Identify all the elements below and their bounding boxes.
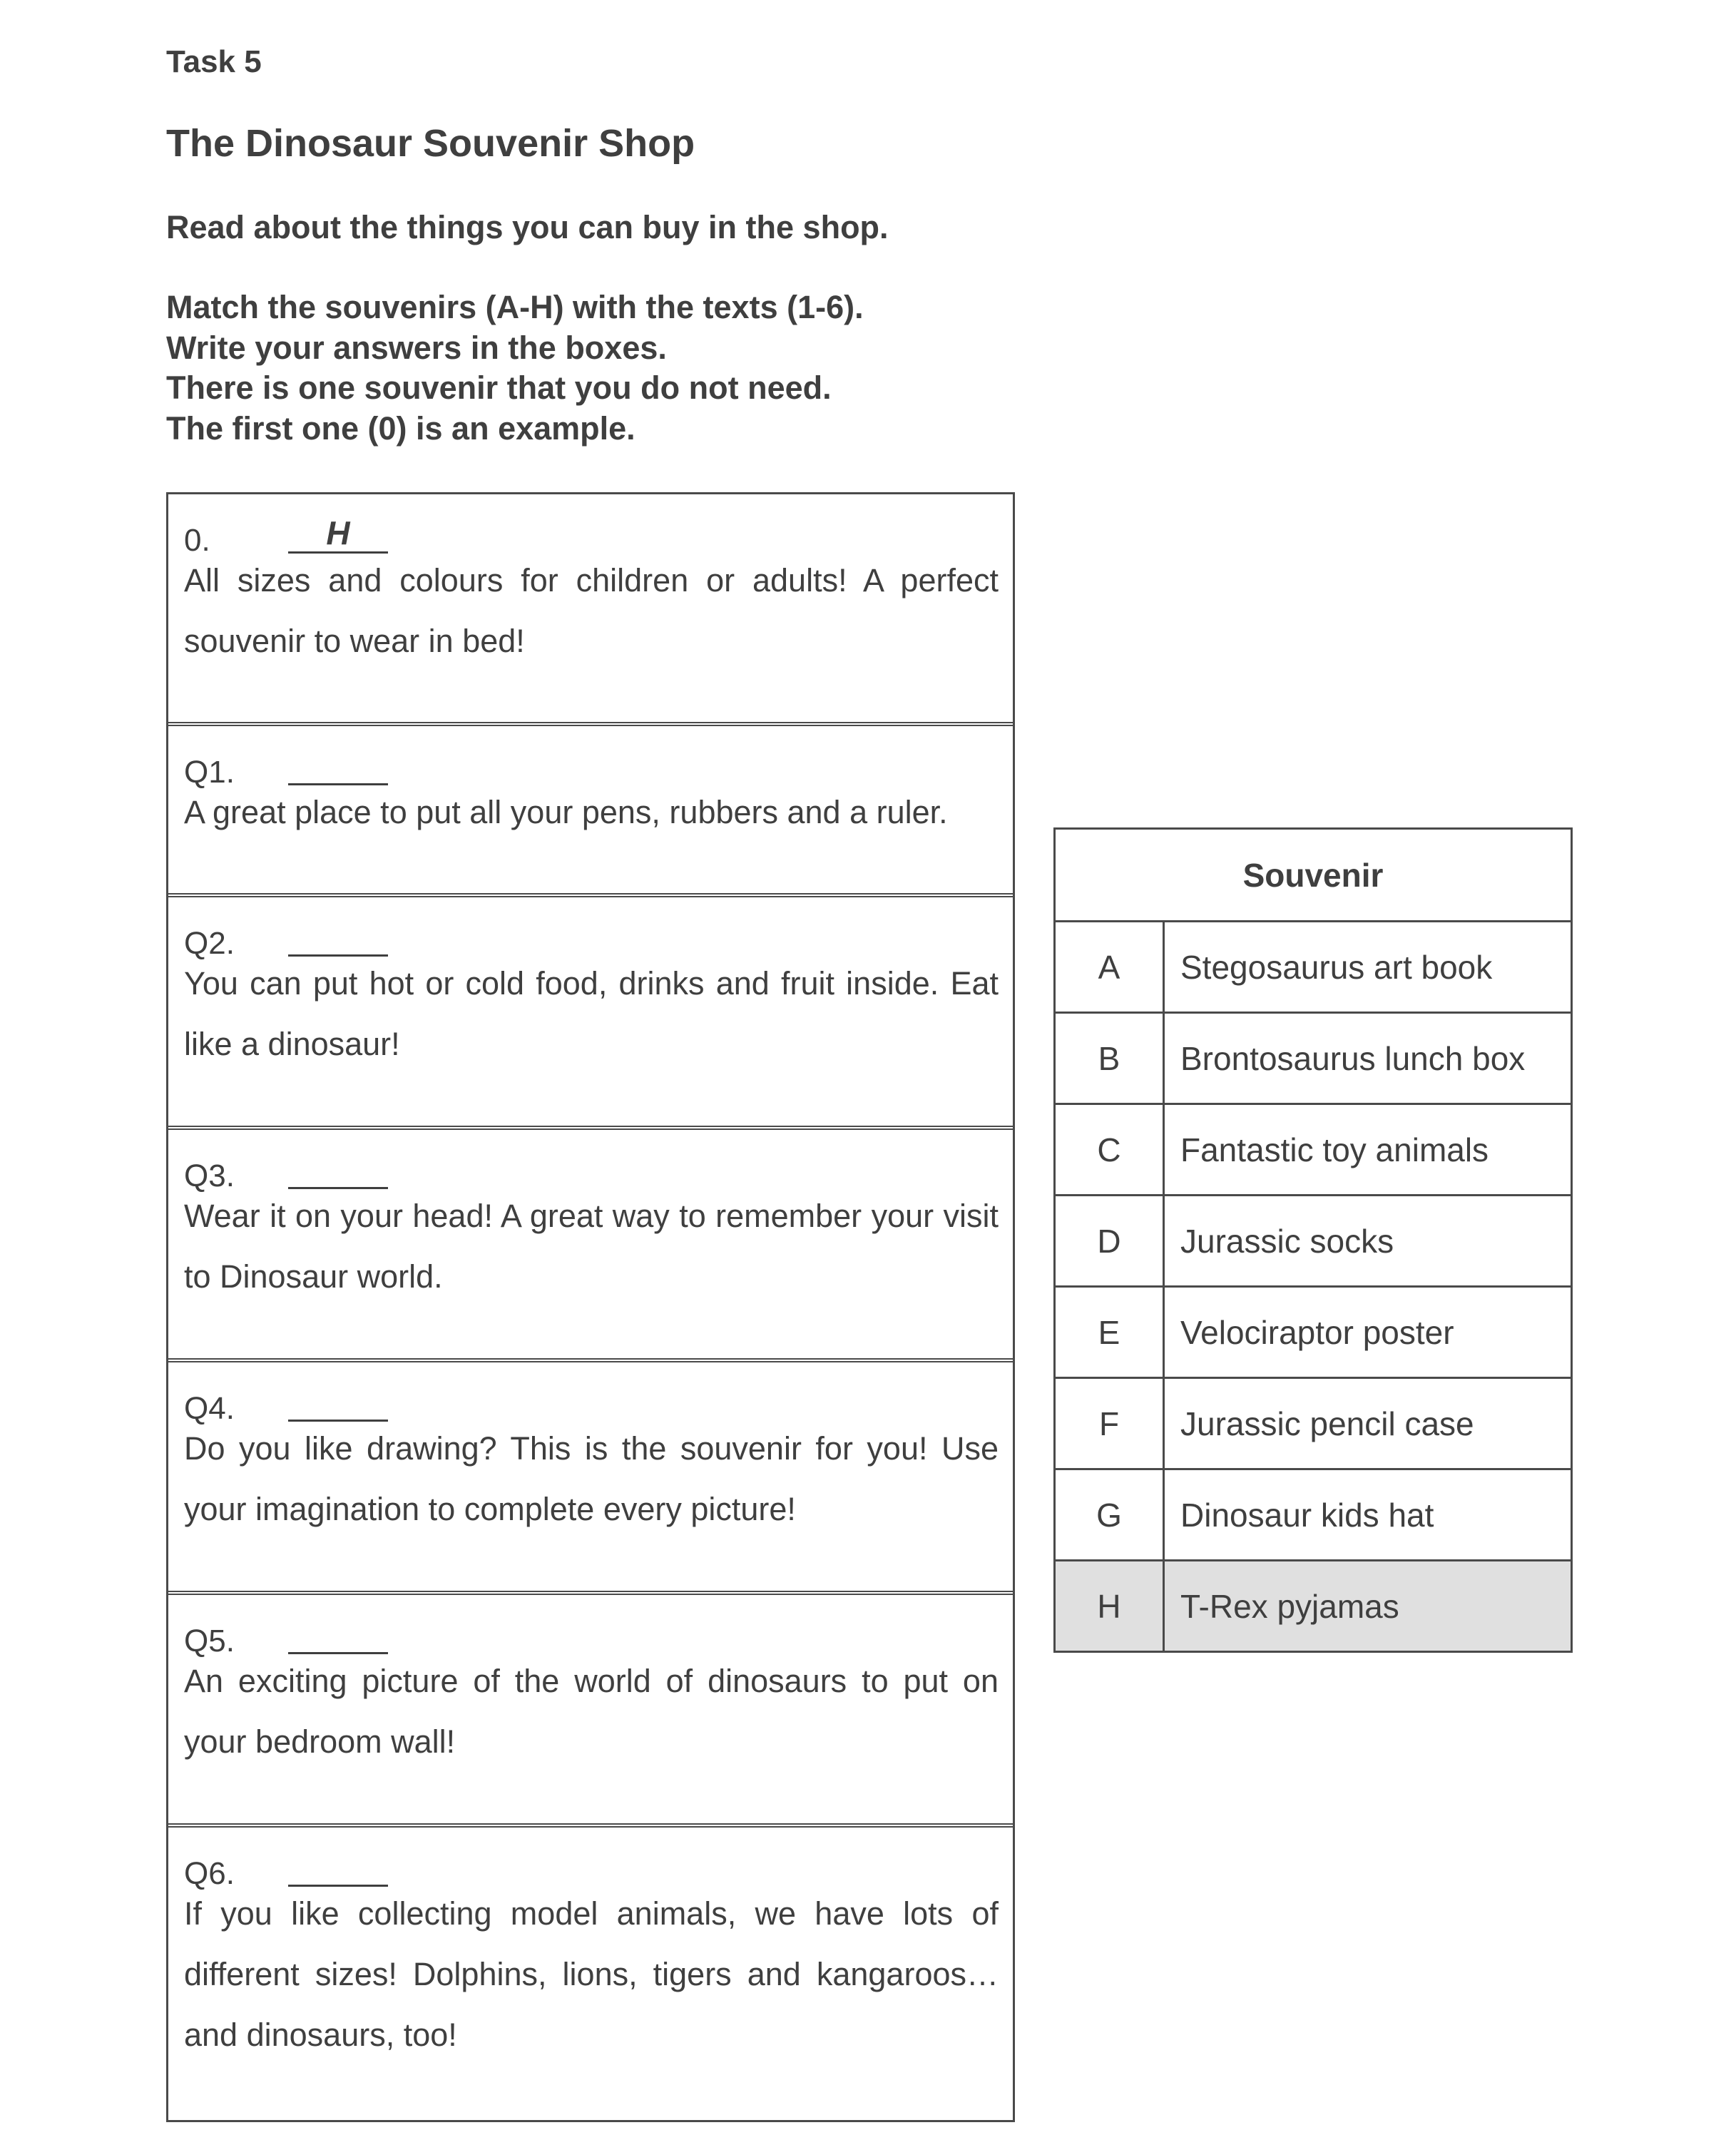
souvenir-name: Stegosaurus art book	[1164, 922, 1572, 1013]
answer-blank[interactable]	[288, 1615, 388, 1654]
souvenir-table	[1053, 827, 1573, 1653]
question-box-q6	[168, 1828, 1013, 2120]
question-box-q5	[168, 1595, 1013, 1828]
page-title: The Dinosaur Souvenir Shop	[166, 122, 695, 165]
question-number: Q4.	[184, 1391, 235, 1426]
question-number: Q2.	[184, 926, 235, 961]
example-table-row	[1055, 1561, 1572, 1652]
question-number: Q5.	[184, 1624, 235, 1658]
answer-blank[interactable]	[288, 1382, 388, 1422]
question-text: Do you like drawing? This is the souvenir for you! Use your imagination to complete every picture!	[184, 1430, 999, 1527]
souvenir-letter: D	[1055, 1196, 1164, 1287]
question-box-q4	[168, 1362, 1013, 1595]
souvenir-name: T-Rex pyjamas	[1164, 1561, 1572, 1652]
souvenir-name: Jurassic socks	[1164, 1196, 1572, 1287]
souvenir-letter: F	[1055, 1378, 1164, 1469]
souvenir-letter: A	[1055, 922, 1164, 1013]
instruction-line: Write your answers in the boxes.	[166, 330, 667, 366]
question-number: Q3.	[184, 1158, 235, 1193]
table-row	[1055, 1104, 1572, 1196]
souvenir-letter: H	[1055, 1561, 1164, 1652]
question-box-q3	[168, 1130, 1013, 1362]
instruction-line: Match the souvenirs (A-H) with the texts (1-6).	[166, 289, 864, 325]
table-row	[1055, 1469, 1572, 1561]
instruction-line: There is one souvenir that you do not need.	[166, 370, 832, 406]
question-text: Wear it on your head! A great way to remember your visit to Dinosaur world.	[184, 1198, 999, 1295]
question-text: You can put hot or cold food, drinks and fruit inside. Eat like a dinosaur!	[184, 965, 999, 1062]
souvenir-letter: G	[1055, 1469, 1164, 1561]
answer-blank[interactable]	[288, 1150, 388, 1189]
souvenir-letter: B	[1055, 1013, 1164, 1104]
intro-text: Read about the things you can buy in the shop.	[166, 209, 889, 245]
souvenir-name: Dinosaur kids hat	[1164, 1469, 1572, 1561]
instruction-line: The first one (0) is an example.	[166, 410, 635, 447]
answer-blank[interactable]: H	[288, 514, 388, 554]
task-label: Task 5	[166, 44, 262, 79]
question-text: An exciting picture of the world of dinosaurs to put on your bedroom wall!	[184, 1663, 999, 1760]
table-row	[1055, 1196, 1572, 1287]
example-question-box	[168, 494, 1013, 726]
answer-blank[interactable]	[288, 917, 388, 957]
souvenir-name: Velociraptor poster	[1164, 1287, 1572, 1378]
question-list	[166, 492, 1015, 2122]
table-row	[1055, 1287, 1572, 1378]
table-header: Souvenir	[1055, 829, 1572, 922]
question-text: A great place to put all your pens, rubbers and a ruler.	[184, 794, 948, 830]
question-number: 0.	[184, 523, 210, 558]
answer-blank[interactable]	[288, 746, 388, 785]
question-text: If you like collecting model animals, we have lots of different sizes! Dolphins, lions, tigers and kangaroos… and dinosaurs, too!	[184, 1895, 999, 2053]
souvenir-name: Jurassic pencil case	[1164, 1378, 1572, 1469]
question-box-q1	[168, 726, 1013, 897]
table-row	[1055, 1378, 1572, 1469]
question-number: Q6.	[184, 1856, 235, 1891]
souvenir-letter: E	[1055, 1287, 1164, 1378]
table-row	[1055, 922, 1572, 1013]
table-row	[1055, 1013, 1572, 1104]
question-text: All sizes and colours for children or adults! A perfect souvenir to wear in bed!	[184, 562, 999, 659]
souvenir-name: Brontosaurus lunch box	[1164, 1013, 1572, 1104]
answer-blank[interactable]	[288, 1848, 388, 1887]
souvenir-letter: C	[1055, 1104, 1164, 1196]
souvenir-name: Fantastic toy animals	[1164, 1104, 1572, 1196]
question-box-q2	[168, 897, 1013, 1130]
question-number: Q1.	[184, 755, 235, 790]
